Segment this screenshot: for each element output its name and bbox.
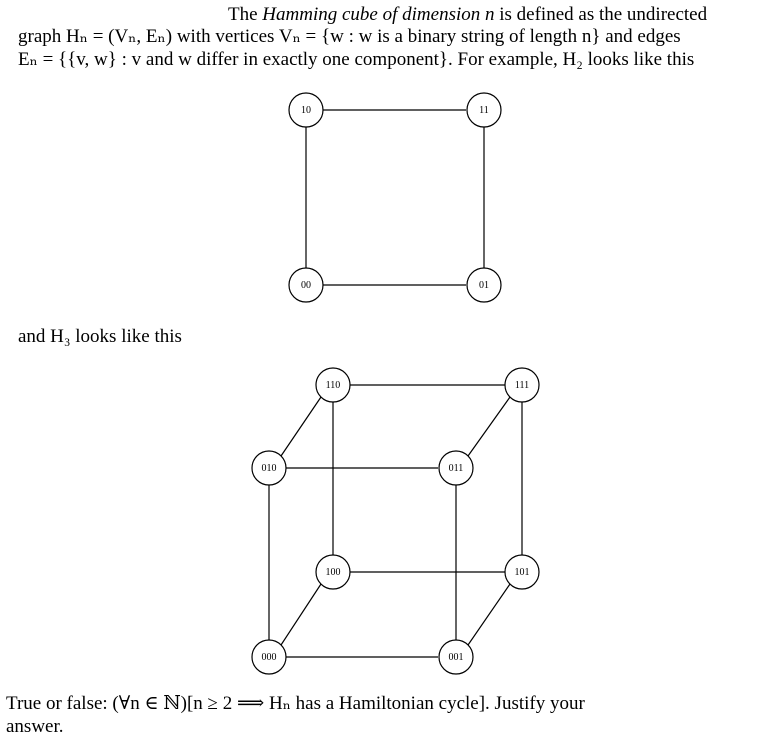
h3-label-100: 100 (325, 567, 341, 578)
h2-label-11: 11 (479, 105, 489, 116)
h3-label-111: 111 (514, 380, 530, 391)
h3-label-110: 110 (325, 380, 341, 391)
h2-label-10: 10 (301, 105, 311, 116)
question-line-2: answer. (6, 716, 64, 737)
intro-line-1-post: is defined as the undirected (494, 4, 708, 25)
h3-label-001: 001 (448, 652, 464, 663)
h3-label-011: 011 (448, 463, 464, 474)
h3-edges (269, 385, 522, 657)
question-line-1: True or false: (∀n ∈ ℕ)[n ≥ 2 ⟹ Hₙ has a Hamiltonian cycle]. Justify your (6, 693, 585, 714)
intro-line-3: Eₙ = {{v, w} : v and w differ in exactly one component}. For example, H₂ looks like this (18, 49, 695, 70)
h2-edges (306, 110, 484, 285)
h3-edge-101-001 (468, 584, 510, 645)
h3-label-000: 000 (261, 652, 277, 663)
intro-line-2: graph Hₙ = (Vₙ, Eₙ) with vertices Vₙ = {w : w is a binary string of length n} and edges (18, 26, 681, 47)
h3-edge-110-010 (281, 397, 321, 456)
intro-line-1-pre: The (228, 4, 263, 25)
h3-edge-111-011 (468, 397, 510, 456)
h3-edge-100-000 (281, 584, 321, 645)
h3-nodes (252, 368, 539, 674)
h3-label-101: 101 (514, 567, 530, 578)
h2-labels (301, 105, 489, 291)
intro-term: Hamming cube of dimension n (262, 4, 495, 25)
h2-nodes (289, 93, 501, 302)
h2-label-00: 00 (301, 280, 311, 291)
h3-label-010: 010 (261, 463, 277, 474)
h3-caption: and H₃ looks like this (18, 326, 182, 347)
h3-labels (262, 380, 530, 663)
h2-label-01: 01 (479, 280, 489, 291)
